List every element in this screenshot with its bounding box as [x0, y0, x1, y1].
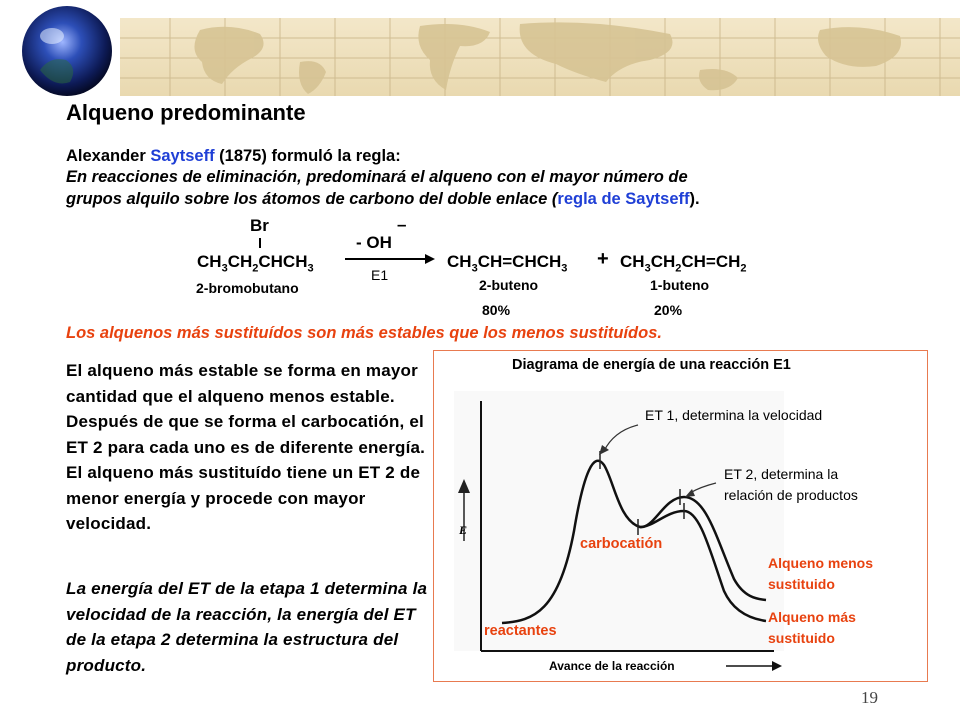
et2-label [724, 464, 858, 506]
saytseff-rule-term: regla de Saytseff [557, 190, 690, 208]
intro-line [66, 147, 401, 166]
stability-statement: Los alquenos más sustituídos son más estables que los menos sustituídos. [66, 324, 662, 342]
x-axis-arrow-head [772, 661, 782, 671]
y-axis-label: E [459, 523, 468, 537]
rule-line-2 [66, 190, 700, 209]
less-substituted-line2: sustituido [768, 576, 835, 592]
reaction-arrow [345, 253, 435, 265]
substrate-formula: $CH_3CH_2CHCH_3$ [197, 252, 314, 275]
intro-prefix: Alexander [66, 147, 151, 165]
saytseff-name: Saytseff [150, 147, 215, 165]
rule-line-1: En reacciones de eliminación, predominará el alqueno con el mayor número de [66, 168, 688, 186]
rule-line-2-text: grupos alquilo sobre los átomos de carbono del doble enlace ( [66, 190, 558, 208]
et2-label-line2: relación de productos [724, 487, 858, 503]
bromine-bond [259, 238, 261, 248]
product1-yield: 80% [482, 302, 511, 318]
rule-line-2-end: ). [689, 190, 700, 208]
charge-label: – [397, 215, 407, 234]
product2-formula: $CH_3CH_2CH=CH_2$ [620, 252, 747, 275]
product1-name: 2-buteno [479, 277, 539, 293]
more-substituted-line2: sustituido [768, 630, 835, 646]
et1-label: ET 1, determina la velocidad [645, 407, 823, 423]
product2-yield: 20% [654, 302, 683, 318]
plus-sign: + [597, 248, 609, 270]
et2-label-line1: ET 2, determina la [724, 466, 839, 482]
reagent-label: - OH [356, 233, 392, 252]
more-substituted-line1: Alqueno más [768, 609, 856, 625]
carbocation-label: carbocatión [580, 536, 663, 552]
header-banner [0, 0, 960, 100]
less-substituted-line1: Alqueno menos [768, 555, 874, 571]
reactants-label: reactantes [484, 623, 557, 639]
x-axis-label: Avance de la reacción [549, 659, 675, 673]
bromine-label: Br [250, 216, 269, 235]
product2-name: 1-buteno [650, 277, 710, 293]
explanation-paragraph-2: La energía del ET de la etapa 1 determina la velocidad de la reacción, la energía del ET de la etapa 2 determina la estructura del producto. [66, 579, 428, 675]
mechanism-label: E1 [371, 267, 389, 283]
diagram-title: Diagrama de energía de una reacción E1 [512, 357, 791, 373]
more-substituted-label [768, 607, 856, 649]
product1-formula: $CH_3CH=CHCH_3$ [447, 252, 568, 275]
intro-suffix: (1875) formuló la regla: [214, 147, 401, 165]
page-number: 19 [861, 688, 878, 707]
substrate-name: 2-bromobutano [196, 280, 299, 296]
slide-title: Alqueno predominante [66, 100, 306, 125]
explanation-paragraph-1: El alqueno más estable se forma en mayor cantidad que el alqueno menos estable. Después de que se forma el carbocatión, el ET 2 para cada uno es de diferente energía. El alqueno más sustituído tiene un ET 2 de menor energía y procede con mayor velocidad. [66, 361, 426, 533]
less-substituted-label [768, 553, 873, 595]
